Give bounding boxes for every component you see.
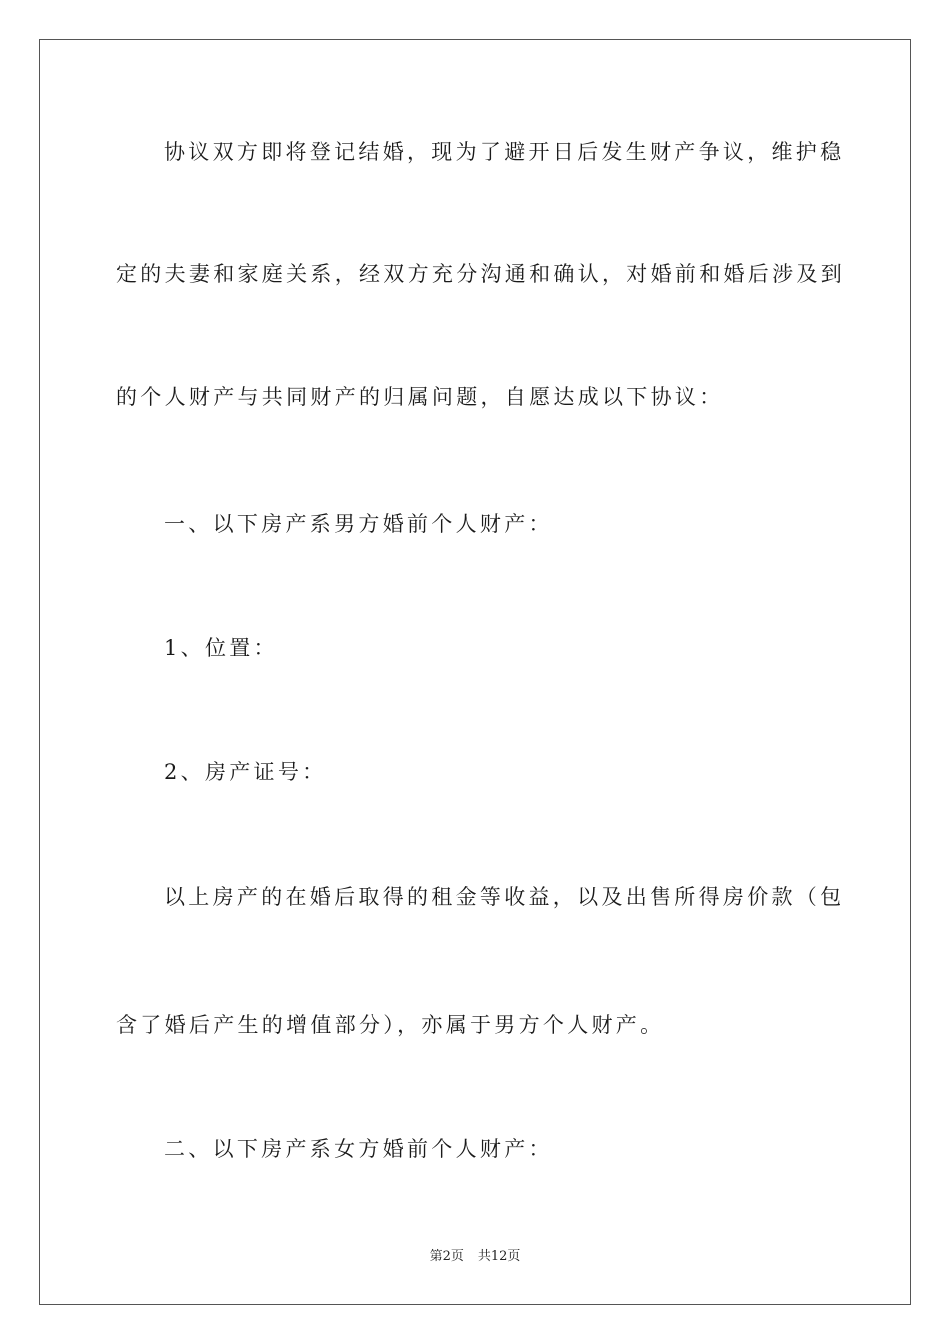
section-heading: 一、以下房产系男方婚前个人财产： [164,512,553,536]
paragraph-line: 以上房产的在婚后取得的租金等收益，以及出售所得房价款（包 [164,885,845,909]
page-number: 第2页 [429,1249,464,1264]
paragraph-line: 含了婚后产生的增值部分），亦属于男方个人财产。 [116,1013,665,1037]
page-footer [0,1247,950,1267]
page-total: 共12页 [477,1249,521,1264]
list-item: 1、位置： [164,636,278,660]
paragraph-line: 定的夫妻和家庭关系，经双方充分沟通和确认，对婚前和婚后涉及到 [116,262,845,286]
page-border [39,39,911,1305]
paragraph-line: 协议双方即将登记结婚，现为了避开日后发生财产争议，维护稳 [164,140,845,164]
list-item: 2、房产证号： [164,760,327,784]
section-heading: 二、以下房产系女方婚前个人财产： [164,1137,553,1161]
paragraph-line: 的个人财产与共同财产的归属问题，自愿达成以下协议： [116,385,724,409]
